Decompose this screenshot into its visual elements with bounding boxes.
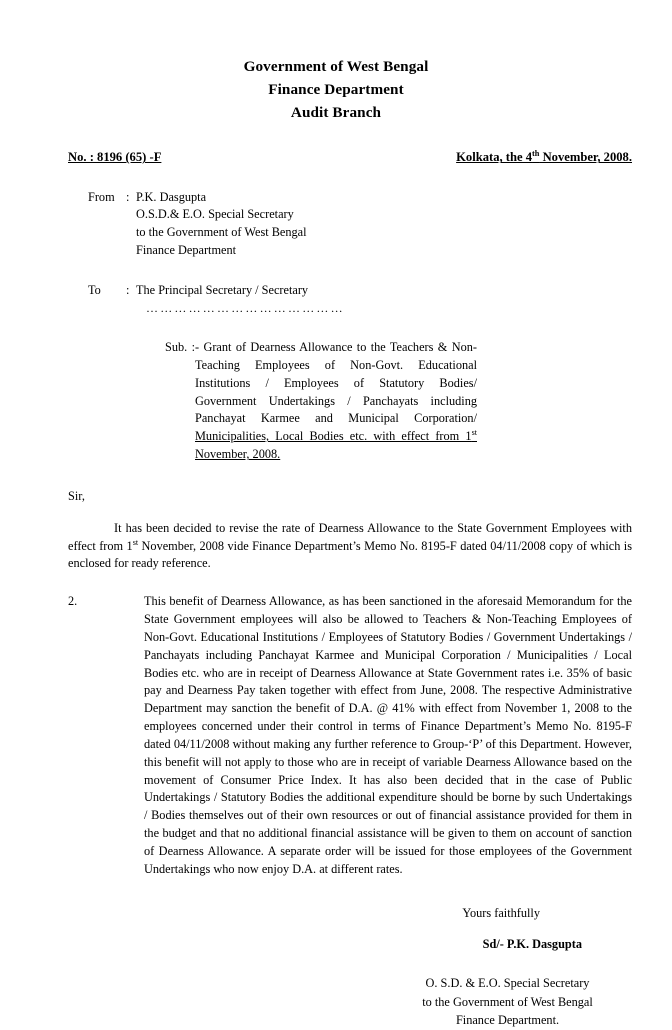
subject-underlined — [195, 429, 477, 461]
paragraph-2 — [68, 593, 632, 878]
reference-row — [68, 148, 632, 166]
closing-block — [0, 905, 632, 955]
subject-text: Grant of Dearness Allowance to the Teachers & Non-Teaching Employees of Non-Govt. Educational Institutions / Employees of Statutory Bodies/ Government Undertakings / Panchayats including Panchayat Karmee and Municipal Corporation/ — [195, 340, 477, 426]
subject-ordinal: st — [471, 428, 477, 438]
letterhead-line-department: Finance Department — [268, 80, 404, 98]
from-name: P.K. Dasgupta — [136, 189, 207, 204]
letterhead-line-branch: Audit Branch — [290, 103, 382, 121]
to-label: To — [88, 282, 101, 297]
subject-underlined-b: November, 2008. — [195, 447, 281, 462]
letterhead — [0, 56, 672, 124]
paragraph-1 — [68, 520, 632, 573]
salutation: Sir, — [68, 488, 85, 503]
subject-block — [165, 339, 477, 464]
paragraph-2-number: 2. — [68, 594, 78, 609]
document-page — [0, 56, 672, 1028]
signature-name: Sd/- P.K. Dasgupta — [482, 937, 582, 952]
subject-underlined-a: Municipalities, Local Bodies etc. with effect from 1 — [195, 429, 472, 444]
from-designation-2: to the Government of West Bengal — [136, 225, 307, 240]
from-block — [88, 189, 672, 260]
memo-number: No. : 8196 (65) -F — [68, 150, 162, 165]
closing-designation-2: to the Government of West Bengal — [422, 994, 593, 1009]
to-block — [88, 282, 672, 317]
closing-designation — [380, 974, 635, 1029]
valediction: Yours faithfully — [462, 905, 540, 920]
to-dotted-line: …………………………………… — [146, 300, 345, 315]
closing-designation-3: Finance Department. — [455, 1013, 560, 1028]
subject-prefix: Sub. :- — [165, 340, 204, 355]
memo-date-rest: November, 2008. — [539, 150, 632, 165]
to-colon: : — [126, 282, 130, 297]
to-first-line — [88, 282, 672, 300]
paragraph-1-part-a: It has been decided to revise the rate of Dearness Allowance to the State Government Employees with effect from 1 — [68, 520, 632, 553]
paragraph-2-body: This benefit of Dearness Allowance, as has been sanctioned in the aforesaid Memorandum for the State Government employees will also be allowed to Teachers & Non-Teaching Employees of Non-Govt. Educational Institutions / Employees of Statutory Bodies / Government Undertakings / Panchayats including Panchayat Karmee and Municipal Corporation / Municipalities / Local Bodies etc. who are in receipt of Dearness Allowance at State Government rates i.e. 35% of basic pay and Dearness Pay taken together with effect from June, 2008. The respective Administrative Department may sanction the benefit of D.A. @ 41% with effect from November 1, 2008 to the employees concerned under their control in terms of Finance Department’s Memo No. 8195-F dated 04/11/2008 without making any further reference to Group-‘P’ of this Department. However, this benefit will not apply to those who are in receipt of variable Dearness Allowance based on the movement of Consumer Price Index. It has also been decided that in the case of Public Undertakings / Statutory Bodies the additional expenditure should be borne by such Undertakings / Bodies themselves out of their own resources or out of financial assistance provided for them in the budget and that no additional financial assistance will be given to them on account of sanction of Dearness Allowance. A separate order will be issued for those employees of the Government Undertakings who now enjoy D.A. at different rates. — [144, 594, 632, 876]
from-label: From — [88, 189, 115, 204]
to-recipient: The Principal Secretary / Secretary — [136, 282, 309, 297]
memo-date — [456, 148, 632, 166]
paragraph-1-part-b: November, 2008 vide Finance Department’s Memo No. 8195-F dated 04/11/2008 copy of which is enclosed for ready reference. — [68, 538, 632, 571]
from-designation-3: Finance Department — [136, 243, 237, 258]
from-first-line — [88, 189, 672, 207]
memo-date-place: Kolkata, the 4 — [456, 150, 533, 165]
from-colon: : — [126, 189, 130, 204]
from-designation-1: O.S.D.& E.O. Special Secretary — [136, 207, 294, 222]
letterhead-line-government: Government of West Bengal — [243, 58, 429, 75]
closing-designation-1: O. S.D. & E.O. Special Secretary — [425, 976, 590, 991]
paragraph-1-ordinal: st — [132, 537, 139, 547]
memo-date-ordinal: th — [532, 149, 540, 159]
